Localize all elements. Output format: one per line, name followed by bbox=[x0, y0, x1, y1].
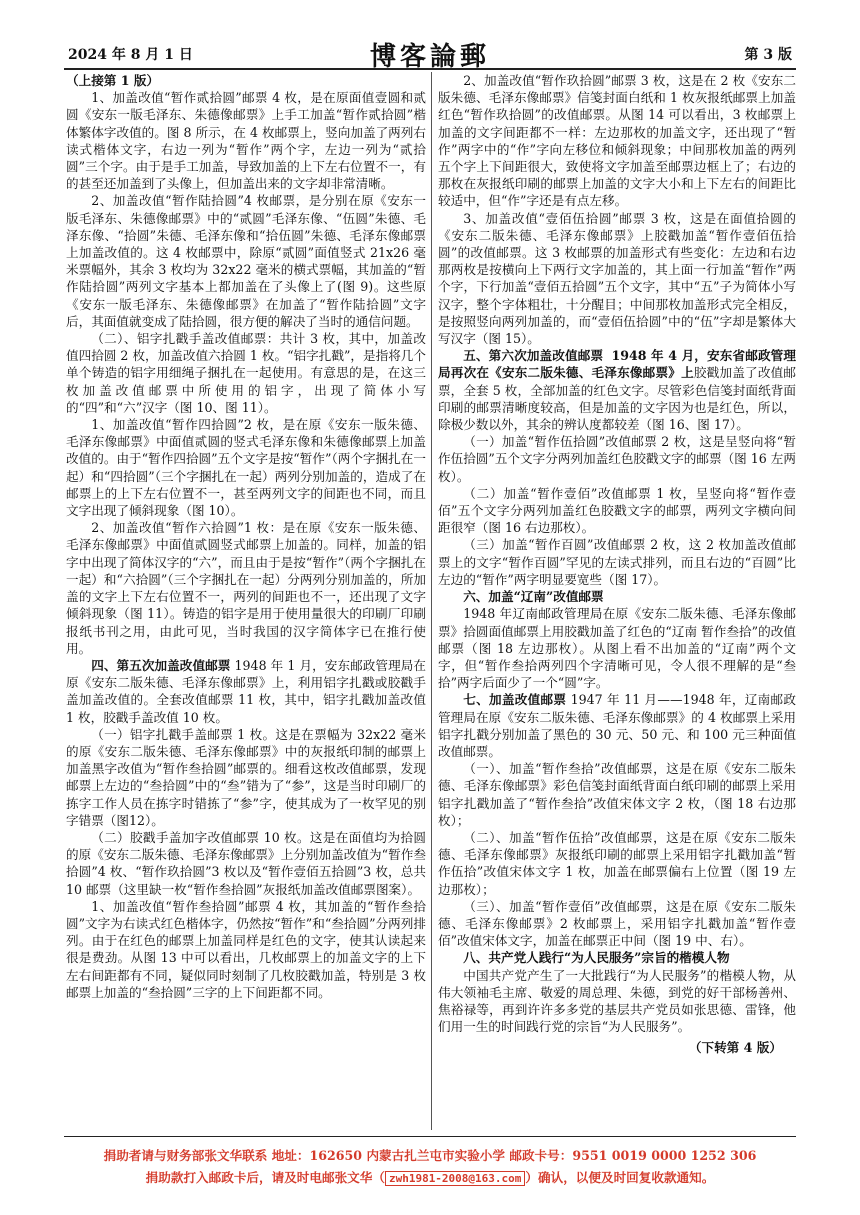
masthead-title: 博客論郵 bbox=[369, 42, 490, 72]
section-text: 1947 年 11 月——1948 年，辽南邮政管理局在原《安东二版朱德、毛泽东像邮票》的 4 枚邮票上采用铝字扎戳分别加盖了黑色的 30 元、50 元、和 100 元三种面值改值邮票。 bbox=[438, 692, 796, 759]
donation-contact-line: 捐助者请与财务部张文华联系 地址：162650 内蒙古扎兰屯市实验小学 邮政卡号：9551 0019 0000 1252 306 bbox=[103, 1148, 757, 1163]
section-heading: 八、共产党人践行“为人民服务”宗旨的楷模人物 bbox=[463, 950, 730, 966]
paragraph: 1、加盖改值“暂作贰拾圆”邮票 4 枚，是在原面值壹圆和贰圆《安东一版毛泽东、朱德像邮票》上手工加盖“暂作贰拾圆”楷体繁体字改值的。图 8 所示，在 4 枚邮票上，竖向加盖了两列右读式楷体文字，右边一列为“暂作”两个字，左边一列为“贰拾圆”三个字。由于是手工加盖，导致加盖的上下左右位置不一，有的甚至还加盖到了头像上，但加盖出来的文字却非常清晰。 bbox=[66, 90, 426, 192]
newspaper-page bbox=[64, 38, 796, 1193]
paragraph: （二）、铝字扎戳手盖改值邮票：共计 3 枚，其中，加盖改值四拾圆 2 枚，加盖改值六拾圆 1 枚。“铝字扎戳”，是指将几个单个铸造的铝字用细绳子捆扎在一起使用。有意思的是，在这三枚加盖改值邮票中所使用的铝字，出现了简体小写的“四”和“六”汉字（图 10、图 11）。 bbox=[66, 331, 426, 415]
paragraph: 2、加盖改值“暂作六拾圆”1 枚：是在原《安东一版朱德、毛泽东像邮票》中面值贰圆竖式邮票上加盖的。同样，加盖的铝字中出现了简体汉字的“六”，而且由于是按“暂作”（两个字捆扎在一起）和“六拾圆”（三个字捆扎在一起）分两列分别加盖的，所加盖的文字上下左右位置不一，两列的间距也不一，还出现了文字倾斜现象（图 11）。铸造的铝字是用于使用量很大的印刷厂印刷报纸书刊之用，由此可见，当时我国的汉字简体字已在推行使用。 bbox=[66, 520, 426, 656]
confirm-text-before: 捐助款打入邮政卡后，请及时电邮张文华（ bbox=[145, 1170, 385, 1185]
confirm-text-after: ）确认，以便及时回复收款通知。 bbox=[525, 1170, 715, 1185]
paragraph: （二）加盖“暂作壹佰”改值邮票 1 枚，呈竖向将“暂作壹佰”五个文字分两列加盖红色胶戳文字的邮票，两列文字横向间距很窄（图 16 右边那枚）。 bbox=[438, 485, 796, 536]
edition-number: 第 3 版 bbox=[744, 47, 792, 63]
email-link[interactable]: zwh1981-2008@163.com bbox=[385, 1171, 525, 1186]
paragraph: （三）加盖“暂作百圆”改值邮票 2 枚，这 2 枚加盖改值邮票上的文字“暂作百圆”罕见的左读式排列，而且右边的“百圆”比左边的“暂作”两字明显要宽些（图 17）。 bbox=[438, 537, 796, 587]
paragraph: 1、加盖改值“暂作叁拾圆”邮票 4 枚，其加盖的“暂作叁拾圆”文字为右读式红色楷体字，仍然按“暂作”和“叁拾圆”分两列排列。由于在红色的邮票上加盖同样是红色的文字，使其认读起来很是费劲。从图 13 中可以看出，几枚邮票上的加盖文字的上下左右间距都有不同，疑似同时刻制了几枚胶戳加盖，特别是 3 枚邮票上加盖的“叁拾圆”三字的上下间距都不同。 bbox=[66, 898, 426, 1000]
section-lead: 1948 年 4 月，安东省邮政管理局再次在《安东二版朱德、毛泽东像邮票》上 bbox=[438, 348, 796, 381]
paragraph: 1948 年辽南邮政管理局在原《安东二版朱德、毛泽东像邮票》拾圆面值邮票上用胶戳加盖了红色的“辽南 暂作叁拾”的改值邮票（图 18 左边那枚）。从图上看不出加盖的“辽南”两个文字，但“暂作叁拾两列四个字清晰可见，令人很不理解的是“叁拾”两字后面少了一个“圆”字。 bbox=[438, 606, 796, 691]
continued-to-note: （下转第 4 版） bbox=[688, 1040, 782, 1056]
left-column bbox=[66, 72, 426, 1132]
section-text: 1948 年 1 月，安东邮政管理局在原《安东二版朱德、毛泽东像邮票》上，利用铝字扎戳或胶戳手盖加盖改值的。全套改值邮票 11 枚，其中，铝字扎戳加盖改值 1 枚，胶戳手盖改值 10 枚。 bbox=[66, 657, 426, 725]
issue-date: 2024 年 8 月 1 日 bbox=[68, 47, 193, 63]
paragraph: （一）加盖“暂作伍拾圆”改值邮票 2 枚，这是呈竖向将“暂作伍拾圆”五个文字分两列加盖红色胶戳文字的邮票（图 16 左两枚）。 bbox=[438, 434, 796, 484]
section-paragraph bbox=[66, 657, 426, 726]
paragraph: 2、加盖改值“暂作陆拾圆”4 枚邮票，是分别在原《安东一版毛泽东、朱德像邮票》中的“贰圆”毛泽东像、“伍圆”朱德、毛泽东像、“拾圆”朱德、毛泽东像和“拾伍圆”朱德、毛泽东像邮票上加盖改值的。这 4 枚邮票中，除原“贰圆”面值竖式 21x26 毫米票幅外，其余 3 枚均为 32x22 毫米的横式票幅，其加盖的“暂作陆拾圆”两列文字基本上都加盖在了头像上了(图 9)。这些原《安东一版毛泽东、朱德像邮票》在加盖了“暂作陆拾圆”文字后，其面值就变成了陆拾圆，很方便的解决了当时的通信问题。 bbox=[66, 193, 426, 329]
paragraph: 1、加盖改值“暂作四拾圆”2 枚，是在原《安东一版朱德、毛泽东像邮票》中面值贰圆的竖式毛泽东像和朱德像邮票上加盖改值的。由于“暂作四拾圆”五个文字是按“暂作”（两个字捆扎在一起）和“四拾圆”（三个字捆扎在一起）两列分别加盖的，造成了在邮票上的上下左右位置不一，甚至两列文字的间距也不同，而且文字出现了倾斜现象（图 10）。 bbox=[66, 417, 426, 519]
section-heading: 七、加盖改值邮票 bbox=[463, 692, 567, 708]
paragraph: （一）、加盖“暂作叁拾”改值邮票，这是在原《安东二版朱德、毛泽东像邮票》彩色信笺封面纸背面白纸印刷的邮票上采用铝字扎戳加盖了“暂作叁拾”改值宋体文字 2 枚，（图 18 右边那枚）； bbox=[438, 761, 796, 828]
paragraph: （二）胶戳手盖加字改值邮票 10 枚。这是在面值均为拾圆的原《安东二版朱德、毛泽东像邮票》上分别加盖改值为“暂作叁拾圆”4 枚、“暂作玖拾圆”3 枚以及“暂作壹佰五拾圆”3 枚，总共 10 邮票（这里缺一枚“暂作叁拾圆”灰报纸加盖改值邮票图案）。 bbox=[66, 829, 426, 897]
right-column bbox=[438, 72, 796, 1132]
section-heading: 五、第六次加盖改值邮票 bbox=[463, 348, 604, 364]
donation-confirm-line bbox=[64, 1167, 796, 1186]
article-body bbox=[64, 72, 796, 1132]
paragraph: （一）铝字扎戳手盖邮票 1 枚。这是在票幅为 32x22 毫米的原《安东二版朱德、毛泽东像邮票》中的灰报纸印制的邮票上加盖黑字改值为“暂作叁拾圆”邮票的。细看这枚改值邮票，发现邮票上左边的“叁拾圆”中的“叁”错为了“参”，这是当时印刷厂的拣字工作人员在拣字时错拣了“参”字，使其成为了一枚罕见的别字错票（图12）。 bbox=[66, 726, 426, 828]
donation-footer bbox=[64, 1136, 796, 1193]
page-header bbox=[64, 38, 796, 70]
section-paragraph bbox=[438, 691, 796, 760]
paragraph: 2、加盖改值“暂作玖拾圆”邮票 3 枚，这是在 2 枚《安东二版朱德、毛泽东像邮票》信笺封面白纸和 1 枚灰报纸邮票上加盖红色“暂作玖拾圆”的改值邮票。从图 14 可以看出，3 枚邮票上加盖的文字间距都不一样：左边那枚的加盖文字，还出现了“暂作”两字中的“作”字向左移位和倾斜现象；中间那枚加盖的两列五个字上下间距很大，致使将文字加盖至邮票边框上了；右边的那枚在灰报纸印刷的邮票上加盖的文字大小和上下左右的间距比较适中，但“作”字还是有点左移。 bbox=[438, 73, 796, 209]
paragraph: （二）、加盖“暂作伍拾”改值邮票，这是在原《安东二版朱德、毛泽东像邮票》灰报纸印刷的邮票上采用铝字扎戳加盖“暂作伍拾”改值宋体文字 1 枚，加盖在邮票偏右上位置（图 19 左边那枚）； bbox=[438, 829, 796, 897]
paragraph: 3、加盖改值“壹佰伍拾圆”邮票 3 枚，这是在面值拾圆的《安东二版朱德、毛泽东像邮票》上胶戳加盖“暂作壹佰伍拾圆”的改值邮票。这 3 枚邮票的加盖形式有些变化：左边和右边那两枚是按横向上下两行文字加盖的，其上面一行加盖“暂作”两个字，下行加盖“壹佰五拾圆”五个文字，其中“五”子为简体小写汉字，整个字体粗壮，十分醒目；中间那枚加盖形式完全相反，是按照竖向两列加盖的，而“壹佰伍拾圆”中的“伍”字却是繁体大写汉字（图 15）。 bbox=[438, 210, 796, 347]
paragraph: 中国共产党产生了一大批践行“为人民服务”的楷模人物，从伟大领袖毛主席、敬爱的周总理、朱德，到党的好干部杨善州、焦裕禄等，再到许许多多党的基层共产党员如张思德、雷锋，他们用一生的时间践行党的宗旨“为人民服务”。 bbox=[438, 967, 796, 1035]
section-heading: 六、加盖“辽南”改值邮票 bbox=[463, 589, 604, 605]
continued-from-note: （上接第 1 版） bbox=[66, 73, 160, 88]
section-text: 胶戳加盖了改值邮票，全套 5 枚，全部加盖的红色文字。尽管彩色信笺封面纸背面印刷的邮票清晰度较高，但是加盖的文字因为也是红色，所以，除极少数以外，其余的辨认度都较差（图 16、图 17）。 bbox=[438, 365, 796, 433]
section-paragraph bbox=[438, 347, 796, 433]
section-heading: 四、第五次加盖改值邮票 bbox=[91, 657, 231, 673]
paragraph: （三）、加盖“暂作壹佰”改值邮票，这是在原《安东二版朱德、毛泽东像邮票》2 枚邮票上，采用铝字扎戳加盖“暂作壹佰”改值宋体文字，加盖在邮票正中间（图 19 中、右）。 bbox=[438, 898, 796, 949]
